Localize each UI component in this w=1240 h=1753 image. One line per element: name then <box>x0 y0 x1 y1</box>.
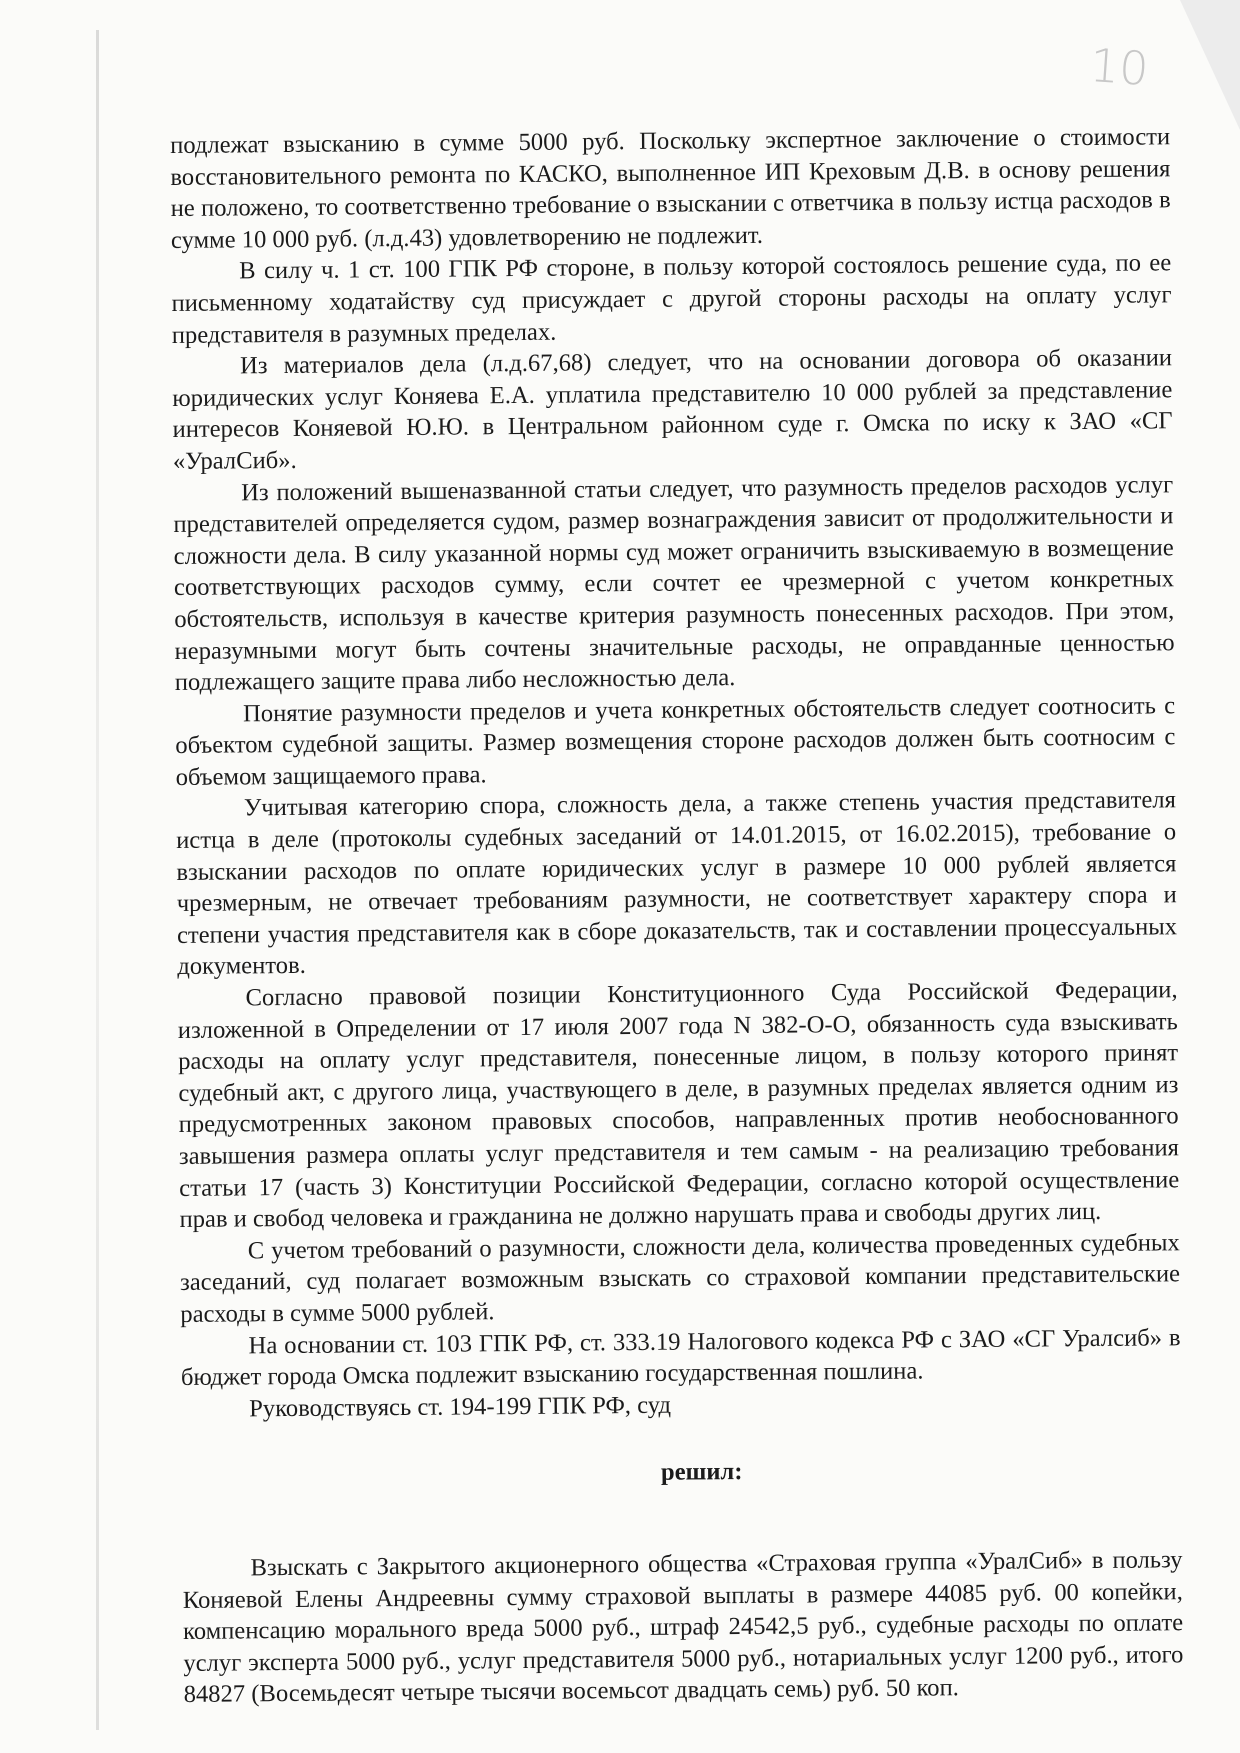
paragraph-6: Учитывая категорию спора, сложность дела, а также степень участия представителя истца в деле (протоколы судебных заседаний от 14.01.2015, от 16.02.2015), требование о взыскании расходов по оплате юридических услуг в размере 10 000 рублей является чрезмерным, не отвечает требованиям разумности, не соответствует характеру спора и степени участия представителя как в сборе доказательств, так и составлении процессуальных документов. <box>176 786 1178 981</box>
decision-heading: решил: <box>660 1458 743 1487</box>
paragraph-1: подлежат взысканию в сумме 5000 руб. Поскольку экспертное заключение о стоимости восстановительного ремонта по КАСКО, выполненное ИП Креховым Д.В. в основу решения не положено, то соответственно требование о взыскании с ответчика в пользу истца расходов в сумме 10 000 руб. (л.д.43) удовлетворению не подлежит. <box>170 123 1171 254</box>
page-corner-fold <box>1180 0 1240 130</box>
final-paragraph: Взыскать с Закрытого акционерного общества «Страховая группа «УралСиб» в пользу Коняевой Елены Андреевны сумму страховой выплаты в размере 44085 руб. 00 копейки, компенсацию морального вреда 5000 руб., штраф 24542,5 руб., судебные расходы по оплате услуг эксперта 5000 руб., услуг представителя 5000 руб., нотариальных услуг 1200 руб., итого 84827 (Восемьдесят четыре тысячи восемьсот двадцать семь) руб. 50 коп. <box>182 1546 1184 1709</box>
paragraph-10: Руководствуясь ст. 194-199 ГПК РФ, суд <box>249 1391 672 1423</box>
paragraph-3: Из материалов дела (л.д.67,68) следует, что на основании договора об оказании юридических услуг Коняева Е.А. уплатила представителю 10 000 рублей за представление интересов Коняевой Ю.Ю. в Центральном районном суде г. Омска по иску к ЗАО «СГ «УралСиб». <box>172 344 1173 475</box>
page-number-mark: 10 <box>1088 38 1151 96</box>
document-body <box>170 121 1184 1711</box>
paragraph-8: С учетом требований о разумности, сложности дела, количества проведенных судебных заседаний, суд полагает возможным взыскать со страховой компании представительские расходы в сумме 5000 рублей. <box>179 1229 1181 1328</box>
paragraph-5: Понятие разумности пределов и учета конкретных обстоятельств следует соотносить с объектом судебной защиты. Размер возмещения стороне расходов должен быть соотносим с объемом защищаемого права. <box>175 691 1176 791</box>
paragraph-4: Из положений вышеназванной статьи следует, что разумность пределов расходов услуг представителей определяется судом, размер вознаграждения зависит от продолжительности и сложности дела. В силу указанной нормы суд может ограничить взыскиваемую в возмещение соответствующих расходов сумму, если сочтет ее чрезмерной с учетом конкретных обстоятельств, используя в качестве критерия разумность понесенных расходов. При этом, неразумными могут быть сочтены значительные расходы, не оправданные ценностью подлежащего защите права либо несложностью дела. <box>173 470 1175 697</box>
paragraph-9: На основании ст. 103 ГПК РФ, ст. 333.19 Налогового кодекса РФ с ЗАО «СГ Уралсиб» в бюджет города Омска подлежит взысканию государственная пошлина. <box>180 1323 1181 1392</box>
scan-shadow-edge <box>96 30 99 1730</box>
paragraph-2: В силу ч. 1 ст. 100 ГПК РФ стороне, в пользу которой состоялось решение суда, по ее письменному ходатайству суд присуждает с другой стороны расходы на оплату услуг представителя в разумных пределах. <box>171 249 1172 349</box>
paragraph-7: Согласно правовой позиции Конституционного Суда Российской Федерации, изложенной в Определении от 17 июля 2007 года N 382-О-О, обязанность суда взыскивать расходы на оплату услуг представителя, понесенные лицом, в пользу которого принят судебный акт, с другого лица, участвующего в деле, в разумных пределах является одним из предусмотренных законом правовых способов, направленных против необоснованного завышения размера оплаты услуг представителя и тем самым - на реализацию требования статьи 17 (часть 3) Конституции Российской Федерации, согласно которой осуществление прав и свобод человека и гражданина не должно нарушать права и свободы других лиц. <box>177 976 1180 1234</box>
